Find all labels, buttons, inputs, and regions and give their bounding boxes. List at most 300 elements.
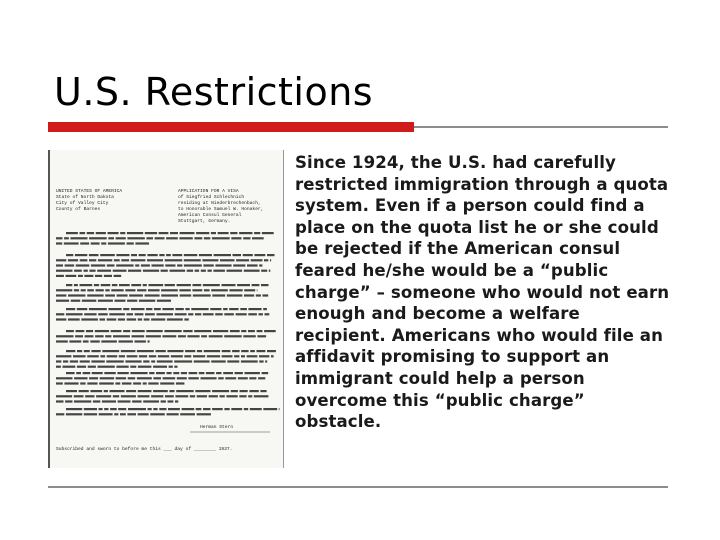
doc-word [263, 408, 277, 410]
doc-word [143, 270, 159, 272]
doc-word [236, 259, 249, 261]
doc-word [159, 232, 169, 234]
doc-word [184, 259, 201, 261]
doc-word [177, 264, 182, 266]
doc-word [241, 330, 246, 332]
doc-word [167, 350, 183, 352]
doc-word [237, 284, 250, 286]
doc-word [147, 254, 157, 256]
doc-word [149, 284, 164, 286]
doc-word [90, 340, 100, 342]
doc-word [111, 289, 123, 291]
doc-word [244, 289, 255, 291]
doc-word [184, 318, 188, 320]
doc-word [116, 237, 126, 239]
doc-word [146, 330, 162, 332]
doc-word [131, 308, 145, 310]
doc-word [127, 232, 143, 234]
doc-word [64, 242, 79, 244]
doc-word [56, 259, 66, 261]
doc-word [263, 308, 267, 310]
doc-word [279, 408, 280, 410]
doc-word [148, 289, 160, 291]
doc-word [98, 366, 115, 368]
doc-word [264, 259, 268, 261]
doc-word [169, 390, 174, 392]
doc-word [100, 254, 115, 256]
doc-word [213, 270, 225, 272]
doc-word [170, 270, 186, 272]
doc-word [83, 340, 89, 342]
doc-word [220, 259, 235, 261]
doc-word [56, 382, 63, 384]
doc-word [69, 340, 81, 342]
doc-word [172, 254, 182, 256]
doc-word [84, 313, 96, 315]
doc-word [150, 413, 165, 415]
doc-word [76, 330, 85, 332]
doc-word [114, 275, 122, 277]
doc-word [93, 400, 100, 402]
doc-word [175, 308, 183, 310]
doc-word [102, 400, 116, 402]
doc-word [89, 377, 98, 379]
doc-word [64, 382, 78, 384]
doc-word [185, 350, 195, 352]
doc-word [201, 270, 206, 272]
doc-word [68, 259, 78, 261]
doc-word [240, 390, 248, 392]
doc-word [207, 355, 220, 357]
doc-word [159, 408, 166, 410]
doc-word [84, 270, 88, 272]
doc-word [271, 355, 274, 357]
doc-word [128, 377, 136, 379]
doc-word [175, 313, 187, 315]
doc-word [127, 413, 136, 415]
doc-word [101, 242, 106, 244]
doc-word [227, 294, 243, 296]
doc-word [174, 366, 177, 368]
doc-word [104, 275, 112, 277]
doc-word [66, 313, 83, 315]
doc-word [73, 355, 86, 357]
doc-header-left-4: County of Barnes [56, 207, 101, 212]
doc-word [68, 318, 80, 320]
doc-word [157, 300, 171, 302]
doc-word [215, 313, 223, 315]
doc-word [87, 289, 94, 291]
doc-word [181, 372, 187, 374]
doc-text-lines [56, 232, 280, 415]
doc-word [77, 308, 88, 310]
doc-word [86, 330, 93, 332]
doc-word [226, 395, 237, 397]
doc-word [233, 254, 242, 256]
doc-word [229, 289, 242, 291]
doc-word [87, 294, 103, 296]
doc-word [208, 270, 212, 272]
doc-word [184, 254, 198, 256]
doc-word [80, 284, 93, 286]
doc-word [101, 340, 117, 342]
doc-word [96, 395, 111, 397]
doc-word [153, 390, 168, 392]
doc-word [88, 366, 96, 368]
doc-word [113, 395, 119, 397]
doc-word [239, 232, 252, 234]
doc-word [211, 232, 216, 234]
doc-word [135, 340, 146, 342]
doc-word [123, 330, 130, 332]
doc-word [258, 377, 265, 379]
doc-word [107, 355, 118, 357]
doc-word [204, 350, 220, 352]
doc-word [84, 275, 93, 277]
doc-word [262, 232, 274, 234]
doc-word [177, 377, 187, 379]
doc-word [241, 360, 258, 362]
doc-word [166, 254, 171, 256]
doc-word [224, 335, 242, 337]
doc-word [121, 395, 136, 397]
doc-word [270, 259, 271, 261]
doc-word [130, 366, 136, 368]
doc-word [84, 408, 97, 410]
doc-word [163, 377, 176, 379]
doc-word [162, 308, 173, 310]
doc-word [223, 372, 233, 374]
doc-word [176, 390, 194, 392]
doc-word [89, 259, 96, 261]
doc-word [131, 284, 141, 286]
doc-word [245, 372, 260, 374]
doc-word [80, 382, 85, 384]
doc-word [259, 355, 269, 357]
doc-word [203, 313, 214, 315]
doc-word [149, 355, 156, 357]
doc-word [243, 254, 253, 256]
doc-header-left-3: City of Valley City [56, 201, 109, 206]
doc-word [113, 335, 130, 337]
doc-word [108, 232, 119, 234]
doc-word [257, 335, 266, 337]
doc-word [64, 237, 69, 239]
doc-word [257, 289, 258, 291]
doc-word [251, 259, 263, 261]
doc-signature-name: Herman Stern [200, 425, 234, 430]
doc-word [65, 400, 72, 402]
doc-word [218, 377, 224, 379]
doc-word [56, 355, 71, 357]
doc-word [193, 355, 205, 357]
doc-word [196, 232, 209, 234]
doc-word [75, 335, 83, 337]
doc-word [89, 308, 107, 310]
doc-word [187, 270, 193, 272]
doc-word [167, 372, 172, 374]
doc-word [262, 372, 269, 374]
doc-word [135, 242, 149, 244]
doc-word [85, 335, 94, 337]
doc-word [130, 372, 147, 374]
doc-word [111, 330, 122, 332]
doc-word [66, 284, 72, 286]
doc-word [122, 382, 132, 384]
doc-word [107, 264, 115, 266]
doc-word [91, 360, 104, 362]
title-accent-bar [48, 122, 414, 132]
doc-word [132, 335, 145, 337]
doc-word [215, 264, 231, 266]
doc-word [231, 390, 238, 392]
doc-word [76, 264, 90, 266]
doc-word [107, 318, 117, 320]
doc-word [179, 237, 192, 239]
doc-footer: Subscribed and sworn to before me this ___ day of ________ 1937. [56, 447, 233, 452]
doc-word [115, 300, 126, 302]
doc-word [160, 382, 174, 384]
doc-word [167, 413, 179, 415]
doc-word [244, 294, 254, 296]
doc-word [195, 390, 210, 392]
doc-word [188, 377, 198, 379]
doc-word [105, 289, 109, 291]
doc-word [203, 408, 211, 410]
doc-word [125, 360, 141, 362]
doc-word [129, 294, 143, 296]
doc-word [101, 284, 111, 286]
doc-word [114, 259, 120, 261]
doc-word [132, 400, 142, 402]
doc-word [161, 289, 178, 291]
doc-word [66, 232, 78, 234]
doc-word [97, 270, 111, 272]
doc-word [244, 270, 260, 272]
doc-word [269, 270, 271, 272]
doc-word [199, 254, 212, 256]
doc-word [138, 366, 152, 368]
doc-word [158, 355, 169, 357]
doc-word [128, 408, 146, 410]
doc-word [108, 242, 125, 244]
doc-word [131, 259, 146, 261]
doc-word [212, 390, 229, 392]
doc-word [234, 355, 239, 357]
doc-word [204, 289, 210, 291]
doc-word [235, 372, 243, 374]
doc-word [248, 313, 257, 315]
doc-word [236, 313, 247, 315]
doc-word [70, 360, 78, 362]
doc-word [94, 284, 99, 286]
doc-word [203, 284, 220, 286]
doc-word [113, 270, 127, 272]
doc-word [159, 254, 164, 256]
doc-word [56, 340, 68, 342]
doc-word [250, 350, 255, 352]
doc-word [256, 294, 261, 296]
doc-word [56, 400, 64, 402]
doc-word [257, 330, 263, 332]
doc-word [227, 360, 239, 362]
doc-word [162, 335, 176, 337]
doc-word [267, 350, 276, 352]
doc-word [137, 377, 152, 379]
doc-word [148, 408, 152, 410]
doc-word [264, 330, 276, 332]
doc-word [74, 400, 91, 402]
doc-word [112, 284, 118, 286]
doc-word [115, 382, 120, 384]
doc-header-right-2: of Siegfried Schlechnich [178, 195, 245, 200]
doc-word [98, 300, 113, 302]
doc-word [193, 284, 202, 286]
doc-word [56, 237, 63, 239]
doc-word [243, 335, 256, 337]
doc-word [182, 408, 195, 410]
slide-title: U.S. Restrictions [54, 70, 374, 114]
doc-word [239, 395, 246, 397]
doc-word [209, 335, 223, 337]
doc-word [110, 408, 117, 410]
doc-word [209, 395, 218, 397]
doc-word [135, 264, 139, 266]
doc-word [65, 264, 75, 266]
doc-word [230, 330, 240, 332]
doc-word [192, 289, 202, 291]
doc-word [63, 360, 68, 362]
doc-word [56, 289, 72, 291]
doc-word [100, 318, 106, 320]
doc-word [92, 372, 103, 374]
doc-word [127, 318, 137, 320]
doc-word [121, 350, 136, 352]
doc-word [80, 360, 90, 362]
doc-word [167, 318, 183, 320]
doc-word [220, 395, 225, 397]
doc-word [194, 330, 211, 332]
doc-word [128, 270, 141, 272]
doc-word [179, 289, 190, 291]
doc-word [99, 413, 113, 415]
doc-word [105, 335, 111, 337]
doc-word [259, 360, 263, 362]
doc-word [174, 360, 192, 362]
doc-word [123, 308, 129, 310]
slide-body-text: Since 1924, the U.S. had carefully restricted immigration through a quota system. Even if a person could find a place on the quota list he or she could be rejected if the American consul feared he/she would be a “public charge” – someone who would not earn enough and become a welfare recipient. Americans who would file an affidavit promising to support an immigrant could help a person overcome this “public charge” obstacle. [295, 153, 670, 432]
doc-word [257, 350, 266, 352]
doc-word [98, 313, 108, 315]
doc-word [262, 294, 268, 296]
doc-word [56, 413, 64, 415]
doc-word [151, 318, 165, 320]
doc-word [222, 350, 231, 352]
doc-word [119, 340, 133, 342]
doc-word [206, 372, 215, 374]
doc-word [153, 408, 157, 410]
doc-word [91, 242, 100, 244]
doc-word [102, 350, 119, 352]
doc-word [227, 270, 243, 272]
doc-word [164, 330, 181, 332]
doc-word [180, 413, 195, 415]
doc-word [76, 372, 81, 374]
doc-word [180, 232, 195, 234]
doc-word [183, 330, 192, 332]
doc-word [247, 264, 258, 266]
doc-word [157, 360, 173, 362]
doc-word [213, 330, 228, 332]
doc-word [195, 313, 201, 315]
doc-word [99, 408, 103, 410]
doc-word [212, 408, 223, 410]
doc-word [85, 395, 94, 397]
doc-word [74, 395, 84, 397]
doc-word [165, 284, 175, 286]
doc-word [56, 300, 69, 302]
doc-word [225, 377, 236, 379]
doc-word [249, 377, 256, 379]
doc-word [211, 289, 228, 291]
doc-word [56, 313, 64, 315]
doc-word [201, 335, 207, 337]
doc-word [66, 330, 74, 332]
doc-word [89, 254, 99, 256]
doc-word [56, 242, 62, 244]
doc-word [126, 390, 136, 392]
doc-word [203, 264, 213, 266]
doc-word [259, 313, 263, 315]
doc-word [91, 264, 105, 266]
doc-word [77, 350, 82, 352]
doc-word [214, 254, 231, 256]
doc-word [138, 395, 150, 397]
doc-word [161, 294, 178, 296]
doc-word [233, 264, 245, 266]
doc-word [56, 360, 61, 362]
doc-word [144, 318, 150, 320]
doc-word [143, 284, 147, 286]
doc-word [168, 400, 174, 402]
doc-word [146, 237, 153, 239]
doc-word [161, 400, 166, 402]
doc-word [82, 300, 97, 302]
doc-word [146, 308, 152, 310]
doc-word [100, 377, 114, 379]
doc-word [247, 355, 258, 357]
doc-word [56, 318, 66, 320]
doc-word [243, 237, 250, 239]
doc-word [259, 264, 262, 266]
doc-word [199, 372, 205, 374]
doc-word [191, 308, 208, 310]
doc-word [139, 254, 146, 256]
doc-word [188, 313, 193, 315]
doc-word [154, 308, 161, 310]
doc-word [90, 390, 102, 392]
doc-word [189, 372, 198, 374]
doc-word [96, 232, 106, 234]
doc-header-left-1: UNITED STATES OF AMERICA [56, 189, 123, 194]
doc-word [184, 264, 202, 266]
doc-header-right-1: APPLICATION FOR A VISA [178, 189, 239, 194]
doc-word [141, 264, 150, 266]
doc-word [252, 237, 264, 239]
doc-word [175, 395, 188, 397]
doc-word [104, 372, 116, 374]
doc-word [137, 350, 154, 352]
